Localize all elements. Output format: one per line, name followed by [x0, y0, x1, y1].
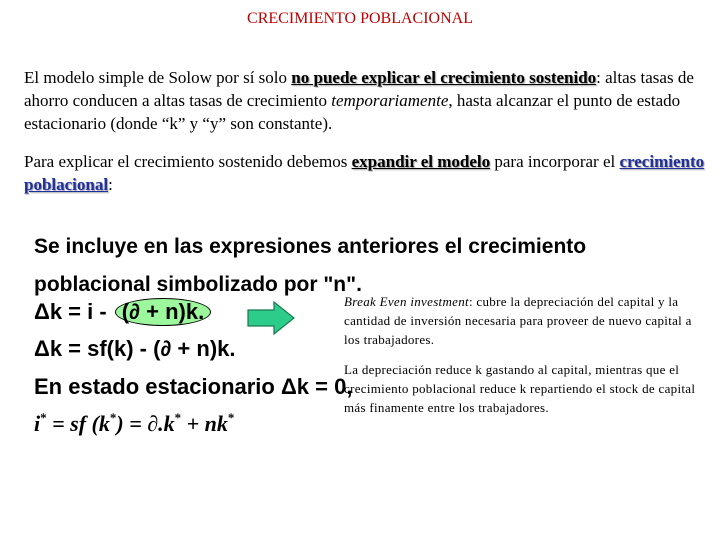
superscript: *	[40, 410, 47, 425]
equation-text: + nk	[181, 411, 228, 436]
text: El modelo simple de Solow por sí solo	[24, 68, 292, 87]
page-title: CRECIMIENTO POBLACIONAL	[247, 10, 473, 27]
text: : cubre la depreciación del capital y la cantidad de inversión necesaria para proveer de nuevo capital a los trabajadores.	[344, 294, 692, 347]
emphasis-text: expandir el modelo	[351, 152, 491, 171]
text: :	[596, 68, 601, 87]
text: Para explicar el crecimiento sostenido debemos	[24, 152, 352, 171]
text: altas tasas de ahorro conducen a altas tasas de crecimiento	[24, 68, 694, 110]
equation-text: ) = ∂.k	[116, 411, 175, 436]
italic-text: temporariamente	[331, 91, 449, 110]
text: , hasta alcanzar el punto de estado estacionario (donde “k” y “y” son constante).	[24, 91, 681, 133]
equation-steady-state: En estado estacionario Δk = 0,	[34, 374, 353, 399]
equation-steady-state-result	[34, 410, 234, 437]
equation-solow: Δk = sf(k) - (∂ + n)k.	[34, 336, 236, 361]
superscript: *	[174, 410, 182, 425]
equation-text: i	[34, 411, 41, 436]
note-break-even	[344, 292, 704, 349]
equation-intro: Se incluye en las expresiones anteriores el crecimiento poblacional simbolizado por "n".	[34, 235, 587, 296]
paragraph-solow	[24, 66, 708, 135]
superscript: *	[227, 410, 235, 425]
equation-text: Δk = i -	[34, 299, 113, 324]
italic-text: Break Even investment	[344, 294, 469, 309]
equation-break-even	[34, 298, 213, 326]
note-depreciation: La depreciación reduce k gastando al capital, mientras que el crecimiento poblacional reduce k repartiendo el stock de capital más finamente entre los trabajadores.	[344, 362, 696, 415]
text: :	[108, 175, 113, 194]
equation-text: = sf (k	[46, 411, 110, 436]
right-arrow-icon	[246, 300, 296, 336]
emphasis-text-blue: crecimiento poblacional	[24, 152, 705, 194]
text: para incorporar el	[490, 152, 620, 171]
paragraph-expand	[24, 150, 708, 196]
highlight-oval: (∂ + n)k.	[115, 298, 211, 326]
emphasis-text: no puede explicar el crecimiento sostenido	[291, 68, 597, 87]
superscript: *	[109, 410, 117, 425]
